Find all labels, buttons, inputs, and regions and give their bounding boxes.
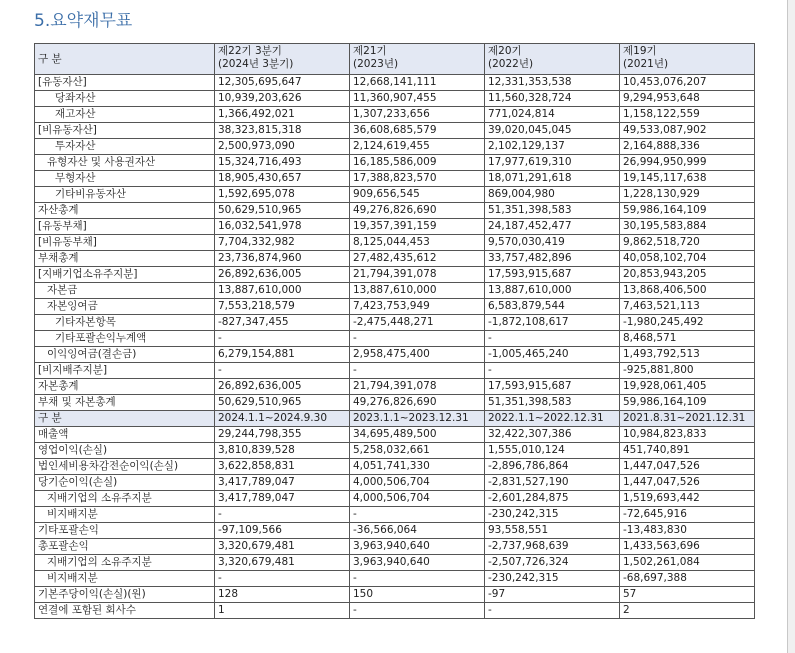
value-cell: 2,124,619,455 [350,139,485,155]
value-cell: 17,977,619,310 [485,155,620,171]
value-cell: 24,187,452,477 [485,219,620,235]
value-cell: -68,697,388 [620,571,755,587]
row-label: 법인세비용차감전순이익(손실) [35,459,215,475]
value-cell: 8,468,571 [620,331,755,347]
period-range-cell: 2024.1.1~2024.9.30 [215,411,350,427]
header-period-title: 제20기 [488,45,522,57]
header-period-subtitle: (2024년 3분기) [218,58,294,70]
table-row [35,347,755,363]
table-row [35,203,755,219]
value-cell: 3,963,940,640 [350,539,485,555]
value-cell: 19,928,061,405 [620,379,755,395]
value-cell: 13,887,610,000 [350,283,485,299]
value-cell: 451,740,891 [620,443,755,459]
summary-financial-table [34,43,755,619]
value-cell: 1,433,563,696 [620,539,755,555]
value-cell: -1,005,465,240 [485,347,620,363]
table-row [35,571,755,587]
row-label: 총포괄손익 [35,539,215,555]
table-row [35,267,755,283]
value-cell: -2,896,786,864 [485,459,620,475]
value-cell: - [485,603,620,619]
value-cell: - [485,331,620,347]
table-row [35,251,755,267]
row-label: 지배기업의 소유주지분 [35,555,215,571]
value-cell: -2,737,968,639 [485,539,620,555]
value-cell: 1,447,047,526 [620,475,755,491]
table-row [35,75,755,91]
row-label: 자산총계 [35,203,215,219]
value-cell: 4,000,506,704 [350,475,485,491]
value-cell: 38,323,815,318 [215,123,350,139]
value-cell: 3,622,858,831 [215,459,350,475]
row-label: [비유동부채] [35,235,215,251]
value-cell: - [215,363,350,379]
period-range-cell: 2022.1.1~2022.12.31 [485,411,620,427]
value-cell: 16,032,541,978 [215,219,350,235]
value-cell: 2,102,129,137 [485,139,620,155]
value-cell: - [350,331,485,347]
table-row [35,379,755,395]
header-period-subtitle: (2021년) [623,58,669,70]
value-cell: 13,868,406,500 [620,283,755,299]
value-cell: 15,324,716,493 [215,155,350,171]
value-cell: 1 [215,603,350,619]
value-cell: - [485,363,620,379]
value-cell: 93,558,551 [485,523,620,539]
value-cell: 3,320,679,481 [215,555,350,571]
row-label: 매출액 [35,427,215,443]
value-cell: 39,020,045,045 [485,123,620,139]
table-row [35,91,755,107]
value-cell: 909,656,545 [350,187,485,203]
value-cell: 3,417,789,047 [215,491,350,507]
table-row [35,523,755,539]
value-cell: 17,593,915,687 [485,267,620,283]
value-cell: 12,331,353,538 [485,75,620,91]
value-cell: -2,831,527,190 [485,475,620,491]
value-cell: 18,071,291,618 [485,171,620,187]
row-label: 비지배지분 [35,571,215,587]
header-period-title: 제19기 [623,45,657,57]
table-row [35,587,755,603]
value-cell: 10,939,203,626 [215,91,350,107]
value-cell: 32,422,307,386 [485,427,620,443]
table-row [35,171,755,187]
value-cell: 19,357,391,159 [350,219,485,235]
value-cell: 26,892,636,005 [215,267,350,283]
row-label: [비유동자산] [35,123,215,139]
row-label: 부채 및 자본총계 [35,395,215,411]
value-cell: - [350,603,485,619]
value-cell: 869,004,980 [485,187,620,203]
value-cell: 26,994,950,999 [620,155,755,171]
value-cell: 3,320,679,481 [215,539,350,555]
value-cell: 1,307,233,656 [350,107,485,123]
value-cell: -72,645,916 [620,507,755,523]
value-cell: -1,872,108,617 [485,315,620,331]
row-label: 투자자산 [35,139,215,155]
table-row [35,107,755,123]
table-row [35,427,755,443]
value-cell: 1,502,261,084 [620,555,755,571]
value-cell: -1,980,245,492 [620,315,755,331]
period-header-label: 구 분 [35,411,215,427]
row-label: 당좌자산 [35,91,215,107]
period-header-row [35,411,755,427]
row-label: 지배기업의 소유주지분 [35,491,215,507]
value-cell: 49,276,826,690 [350,203,485,219]
row-label: 기본주당이익(손실)(원) [35,587,215,603]
value-cell: -2,475,448,271 [350,315,485,331]
value-cell: 40,058,102,704 [620,251,755,267]
value-cell: 23,736,874,960 [215,251,350,267]
row-label: 당기순이익(손실) [35,475,215,491]
header-period-4 [620,44,755,75]
value-cell: 49,533,087,902 [620,123,755,139]
row-label: 무형자산 [35,171,215,187]
table-row [35,491,755,507]
row-label: 자본금 [35,283,215,299]
value-cell: 9,294,953,648 [620,91,755,107]
value-cell: 12,305,695,647 [215,75,350,91]
value-cell: 7,423,753,949 [350,299,485,315]
value-cell: 19,145,117,638 [620,171,755,187]
value-cell: 1,592,695,078 [215,187,350,203]
value-cell: - [350,507,485,523]
value-cell: 57 [620,587,755,603]
value-cell: 10,453,076,207 [620,75,755,91]
value-cell: 11,560,328,724 [485,91,620,107]
row-label: 부채총계 [35,251,215,267]
table-row [35,331,755,347]
value-cell: 2,164,888,336 [620,139,755,155]
value-cell: 1,158,122,559 [620,107,755,123]
table-row [35,395,755,411]
value-cell: -97,109,566 [215,523,350,539]
row-label: 이익잉여금(결손금) [35,347,215,363]
table-row [35,283,755,299]
table-row [35,363,755,379]
section-title: 5.요약재무표 [34,11,133,31]
row-label: 기타자본항목 [35,315,215,331]
value-cell: 128 [215,587,350,603]
table-row [35,459,755,475]
value-cell: 13,887,610,000 [215,283,350,299]
value-cell: 1,519,693,442 [620,491,755,507]
value-cell: 27,482,435,612 [350,251,485,267]
value-cell: 59,986,164,109 [620,203,755,219]
value-cell: - [350,571,485,587]
table-row [35,235,755,251]
value-cell: 18,905,430,657 [215,171,350,187]
value-cell: 36,608,685,579 [350,123,485,139]
value-cell: -2,507,726,324 [485,555,620,571]
value-cell: 5,258,032,661 [350,443,485,459]
value-cell: 11,360,907,455 [350,91,485,107]
value-cell: -2,601,284,875 [485,491,620,507]
row-label: [비지배주지분] [35,363,215,379]
value-cell: - [215,331,350,347]
row-label: 유형자산 및 사용권자산 [35,155,215,171]
header-period-1 [215,44,350,75]
table-row [35,123,755,139]
value-cell: 26,892,636,005 [215,379,350,395]
value-cell: 8,125,044,453 [350,235,485,251]
header-period-title: 제21기 [353,45,387,57]
value-cell: 51,351,398,583 [485,395,620,411]
row-label: 영업이익(손실) [35,443,215,459]
value-cell: 17,593,915,687 [485,379,620,395]
table-row [35,299,755,315]
value-cell: 33,757,482,896 [485,251,620,267]
row-label: 자본잉여금 [35,299,215,315]
value-cell: 7,463,521,113 [620,299,755,315]
value-cell: 13,887,610,000 [485,283,620,299]
header-label: 구 분 [35,44,215,75]
value-cell: 4,000,506,704 [350,491,485,507]
value-cell: 59,986,164,109 [620,395,755,411]
row-label: [지배기업소유주지분] [35,267,215,283]
row-label: 기타포괄손익누계액 [35,331,215,347]
table-row [35,475,755,491]
value-cell: 17,388,823,570 [350,171,485,187]
table-row [35,139,755,155]
value-cell: 51,351,398,583 [485,203,620,219]
value-cell: 150 [350,587,485,603]
table-row [35,219,755,235]
header-period-3 [485,44,620,75]
value-cell: 50,629,510,965 [215,203,350,219]
value-cell: - [215,507,350,523]
value-cell: 21,794,391,078 [350,267,485,283]
value-cell: 6,279,154,881 [215,347,350,363]
value-cell: 49,276,826,690 [350,395,485,411]
value-cell: -230,242,315 [485,571,620,587]
value-cell: 2 [620,603,755,619]
value-cell: 1,228,130,929 [620,187,755,203]
row-label: 자본총계 [35,379,215,395]
value-cell: 2,958,475,400 [350,347,485,363]
value-cell: -36,566,064 [350,523,485,539]
header-period-2 [350,44,485,75]
value-cell: 34,695,489,500 [350,427,485,443]
table-row [35,555,755,571]
value-cell: 1,555,010,124 [485,443,620,459]
row-label: 기타비유동자산 [35,187,215,203]
table-header-row [35,44,755,75]
value-cell: 30,195,583,884 [620,219,755,235]
table-row [35,603,755,619]
value-cell: 20,853,943,205 [620,267,755,283]
header-period-subtitle: (2022년) [488,58,534,70]
table-row [35,315,755,331]
value-cell: 1,366,492,021 [215,107,350,123]
header-period-subtitle: (2023년) [353,58,399,70]
value-cell: 29,244,798,355 [215,427,350,443]
row-label: [유동부채] [35,219,215,235]
period-range-cell: 2023.1.1~2023.12.31 [350,411,485,427]
value-cell: 771,024,814 [485,107,620,123]
value-cell: 1,493,792,513 [620,347,755,363]
row-label: [유동자산] [35,75,215,91]
value-cell: 3,810,839,528 [215,443,350,459]
value-cell: 10,984,823,833 [620,427,755,443]
table-row [35,155,755,171]
value-cell: - [215,571,350,587]
value-cell: 12,668,141,111 [350,75,485,91]
table-row [35,507,755,523]
row-label: 연결에 포함된 회사수 [35,603,215,619]
value-cell: 2,500,973,090 [215,139,350,155]
row-label: 비지배지분 [35,507,215,523]
value-cell: 1,447,047,526 [620,459,755,475]
value-cell: 3,417,789,047 [215,475,350,491]
value-cell: -230,242,315 [485,507,620,523]
value-cell: -925,881,800 [620,363,755,379]
value-cell: -97 [485,587,620,603]
value-cell: - [350,363,485,379]
value-cell: 7,704,332,982 [215,235,350,251]
value-cell: 9,862,518,720 [620,235,755,251]
header-period-title: 제22기 3분기 [218,45,282,57]
table-row [35,443,755,459]
value-cell: 6,583,879,544 [485,299,620,315]
value-cell: -13,483,830 [620,523,755,539]
period-range-cell: 2021.8.31~2021.12.31 [620,411,755,427]
table-row [35,539,755,555]
value-cell: 4,051,741,330 [350,459,485,475]
value-cell: 9,570,030,419 [485,235,620,251]
value-cell: 16,185,586,009 [350,155,485,171]
value-cell: -827,347,455 [215,315,350,331]
row-label: 기타포괄손익 [35,523,215,539]
table-row [35,187,755,203]
value-cell: 3,963,940,640 [350,555,485,571]
value-cell: 7,553,218,579 [215,299,350,315]
value-cell: 21,794,391,078 [350,379,485,395]
value-cell: 50,629,510,965 [215,395,350,411]
row-label: 재고자산 [35,107,215,123]
